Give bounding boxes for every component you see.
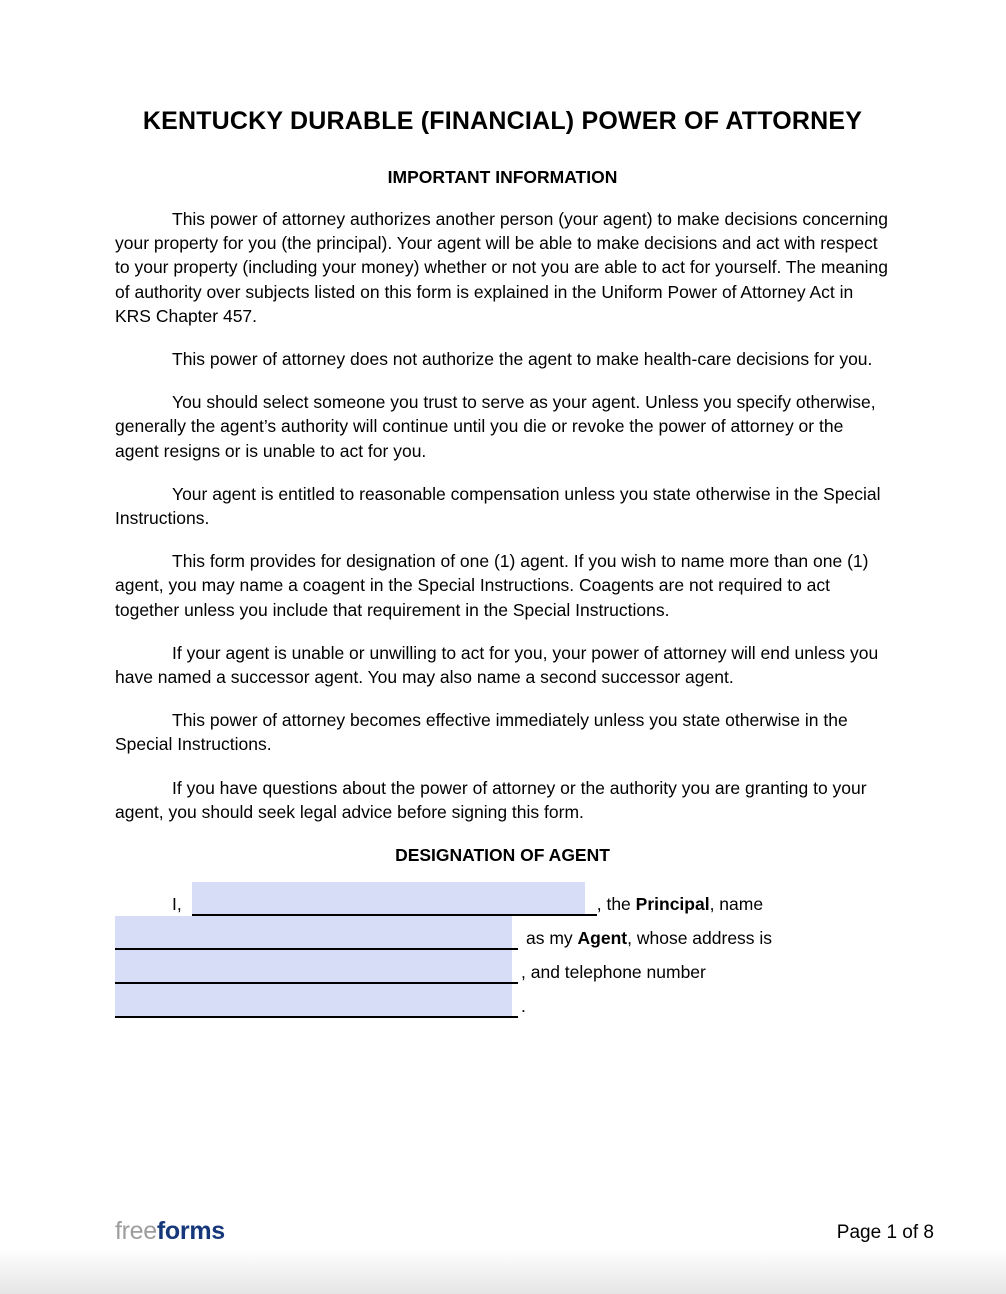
- agent-address-field[interactable]: [115, 950, 512, 982]
- agent-line-mid: as my: [526, 928, 578, 949]
- agent-address-field-underline: [115, 950, 518, 984]
- principal-line-text: [597, 893, 763, 916]
- agent-phone-field-underline: [115, 984, 518, 1018]
- address-line-tail: , and telephone number: [521, 962, 706, 983]
- section-heading-important-information: IMPORTANT INFORMATION: [387, 167, 618, 187]
- principal-line-tail: , name: [709, 894, 764, 915]
- agent-phone-field[interactable]: [115, 984, 512, 1016]
- paragraph-successor-agent: If your agent is unable or unwilling to act for you, your power of attorney will end unless you have named a successor agent. You may also name a second successor agent.: [115, 642, 879, 688]
- paragraph-legal-advice: If you have questions about the power of attorney or the authority you are granting to your agent, you should seek legal advice before signing this form.: [115, 777, 867, 822]
- principal-name-field[interactable]: [192, 882, 585, 914]
- paragraph-compensation: Your agent is entitled to reasonable compensation unless you state otherwise in the Special Instructions.: [115, 483, 881, 529]
- principal-name-field-underline: [192, 882, 597, 916]
- paragraph-coagents: This form provides for designation of one (1) agent. If you wish to name more than one (1) agent, you may name a coagent in the Special Instructions. Coagents are not required to act together unless you include that requirement in the Special Instructions.: [115, 551, 869, 620]
- freeforms-logo: [115, 1217, 225, 1245]
- designation-line-1: [115, 882, 890, 916]
- principal-line-prefix: I,: [172, 894, 182, 915]
- page-number-indicator: Page 1 of 8: [836, 1222, 934, 1243]
- principal-label: Principal: [635, 894, 710, 915]
- phone-line-tail: .: [521, 996, 526, 1017]
- agent-line-text: [526, 927, 772, 950]
- designation-line-3: [115, 950, 890, 984]
- paragraph-effective-immediately: This power of attorney becomes effective immediately unless you state otherwise in the Special Instructions.: [115, 710, 848, 755]
- document-title: KENTUCKY DURABLE (FINANCIAL) POWER OF ATTORNEY: [142, 107, 863, 135]
- designation-line-4: [115, 984, 890, 1018]
- designation-of-agent-block: [115, 882, 890, 1018]
- document-content: [115, 0, 890, 1018]
- agent-label: Agent: [577, 928, 628, 949]
- paragraph-authorization: This power of attorney authorizes another person (your agent) to make decisions concerning your property for you (the principal). Your agent will be able to make decisions and act with respect to your property (including your money) whether or not you are able to act for yourself. The meaning of authority over subjects listed on this form is explained in the Uniform Power of Attorney Act in KRS Chapter 457.: [115, 209, 888, 326]
- page-bottom-shadow: [0, 1248, 1006, 1294]
- agent-name-field[interactable]: [115, 916, 512, 948]
- paragraph-healthcare: This power of attorney does not authorize the agent to make health-care decisions for you.: [172, 349, 873, 370]
- principal-line-mid: , the: [596, 894, 636, 915]
- logo-forms-text: forms: [156, 1217, 225, 1245]
- agent-name-field-underline: [115, 916, 518, 950]
- agent-line-tail: , whose address is: [627, 928, 773, 949]
- designation-line-2: [115, 916, 890, 950]
- section-heading-designation-of-agent: DESIGNATION OF AGENT: [395, 845, 610, 866]
- paragraph-select-agent: You should select someone you trust to serve as your agent. Unless you specify otherwise, generally the agent’s authority will continue until you die or revoke the power of attorney or the agent resigns or is unable to act for you.: [115, 392, 876, 461]
- logo-free-text: free: [115, 1217, 157, 1245]
